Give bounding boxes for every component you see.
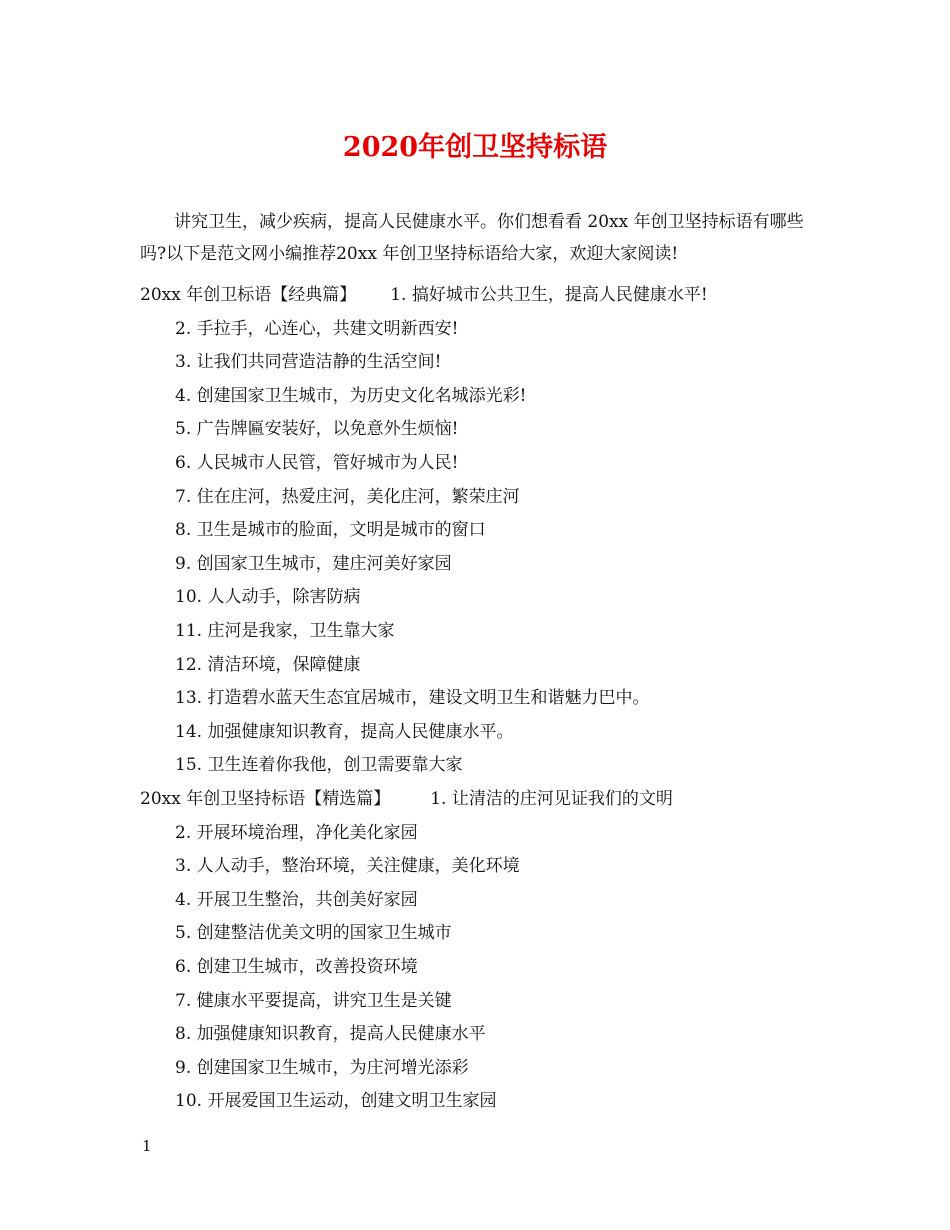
slogan-item: 14. 加强健康知识教育，提高人民健康水平。: [175, 721, 514, 742]
section-line: [140, 283, 708, 307]
section-heading: 20xx 年创卫标语【经典篇】: [140, 285, 357, 305]
slogan-item: 3. 让我们共同营造洁静的生活空间!: [175, 352, 442, 373]
slogan-item: 15. 卫生连着你我他，创卫需要靠大家: [175, 755, 463, 776]
slogan-item: 7. 住在庄河，热爱庄河，美化庄河，繁荣庄河: [175, 486, 520, 507]
slogan-item: 2. 开展环境治理，净化美化家园: [175, 822, 418, 843]
slogan-item: 7. 健康水平要提高，讲究卫生是关键: [175, 990, 452, 1011]
slogan-item: 11. 庄河是我家，卫生靠大家: [175, 621, 395, 641]
slogan-item: 10. 人人动手，除害防病: [175, 587, 361, 608]
slogan-item: 2. 手拉手，心连心，共建文明新西安!: [175, 318, 459, 339]
slogan-item: 13. 打造碧水蓝天生态宜居城市，建设文明卫生和谐魅力巴中。: [175, 688, 650, 709]
slogan-item: 1. 搞好城市公共卫生，提高人民健康水平!: [390, 285, 708, 305]
intro-paragraph: 讲究卫生，减少疾病，提高人民健康水平。你们想看看 20xx 年创卫坚持标语有哪些吗?以下是范文网小编推荐20xx 年创卫坚持标语给大家，欢迎大家阅读!: [140, 212, 804, 264]
slogan-item: 6. 人民城市人民管，管好城市为人民!: [175, 453, 459, 473]
page-number: 1: [142, 1137, 152, 1155]
slogan-item: 6. 创建卫生城市，改善投资环境: [175, 957, 418, 977]
document-title: 2020年创卫坚持标语: [342, 132, 608, 163]
slogan-item: 5. 广告牌匾安装好，以免意外生烦恼!: [175, 419, 459, 440]
slogan-item: 4. 创建国家卫生城市，为历史文化名城添光彩!: [175, 385, 527, 406]
slogan-item: 10. 开展爱国卫生运动，创建文明卫生家园: [175, 1091, 497, 1112]
slogan-item: 9. 创国家卫生城市，建庄河美好家园: [175, 553, 452, 574]
slogan-item: 1. 让清洁的庄河见证我们的文明: [430, 789, 673, 809]
section-heading: 20xx 年创卫坚持标语【精选篇】: [140, 789, 391, 809]
slogan-item: 8. 加强健康知识教育，提高人民健康水平: [175, 1024, 486, 1045]
slogan-item: 8. 卫生是城市的脸面，文明是城市的窗口: [175, 520, 486, 541]
slogan-item: 3. 人人动手，整治环境，关注健康，美化环境: [175, 856, 520, 877]
slogan-item: 5. 创建整洁优美文明的国家卫生城市: [175, 923, 452, 944]
section-line: [140, 787, 673, 811]
slogan-item: 9. 创建国家卫生城市，为庄河增光添彩: [175, 1057, 469, 1078]
slogan-item: 4. 开展卫生整治，共创美好家园: [175, 889, 418, 910]
slogan-item: 12. 清洁环境，保障健康: [175, 654, 361, 675]
